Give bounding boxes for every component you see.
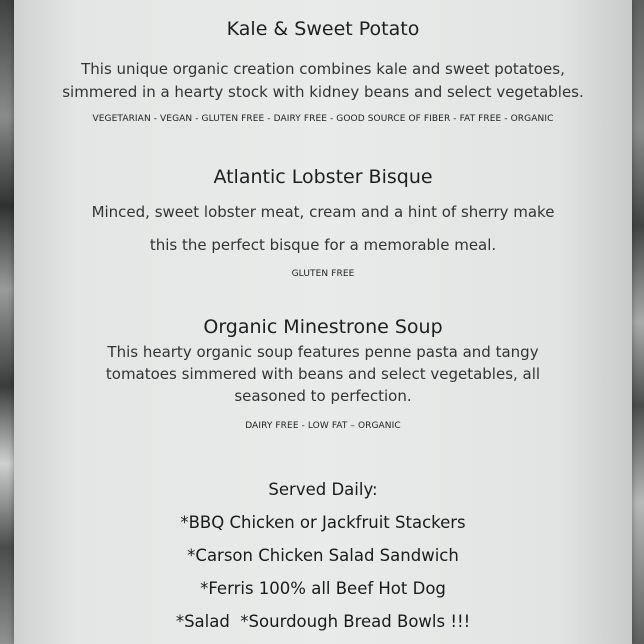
menu-item-description-line: This hearty organic soup features penne pasta and tangy [107, 343, 539, 361]
menu-item-description-line: seasoned to perfection. [234, 387, 412, 405]
menu-item-title: Organic Minestrone Soup [203, 316, 443, 338]
menu-item-title: Kale & Sweet Potato [226, 18, 420, 40]
menu-item-description-line: This unique organic creation combines kale and sweet potatoes, [81, 60, 565, 78]
served-daily-item: *Salad *Sourdough Bread Bowls !!! [175, 612, 471, 631]
menu-item-description-line: this the perfect bisque for a memorable meal. [149, 236, 497, 254]
menu-item-description-line: Minced, sweet lobster meat, cream and a hint of sherry make [91, 203, 555, 221]
menu-item-tags: GLUTEN FREE [291, 269, 355, 279]
menu-item-description-line: simmered in a hearty stock with kidney beans and select vegetables. [62, 83, 584, 101]
menu-item-description-line: tomatoes simmered with beans and select vegetables, all [105, 365, 541, 383]
menu-item-tags: VEGETARIAN - VEGAN - GLUTEN FREE - DAIRY FREE - GOOD SOURCE OF FIBER - FAT FREE - ORGANIC [92, 114, 554, 124]
menu-item-title: Atlantic Lobster Bisque [213, 166, 433, 188]
menu-item-tags: DAIRY FREE - LOW FAT – ORGANIC [245, 421, 401, 431]
served-daily-item: *Ferris 100% all Beef Hot Dog [200, 579, 446, 598]
served-daily-heading: Served Daily: [268, 480, 378, 499]
menu-sheet [14, 0, 632, 644]
served-daily-item: *Carson Chicken Salad Sandwich [187, 546, 459, 565]
served-daily-item: *BBQ Chicken or Jackfruit Stackers [180, 513, 466, 532]
